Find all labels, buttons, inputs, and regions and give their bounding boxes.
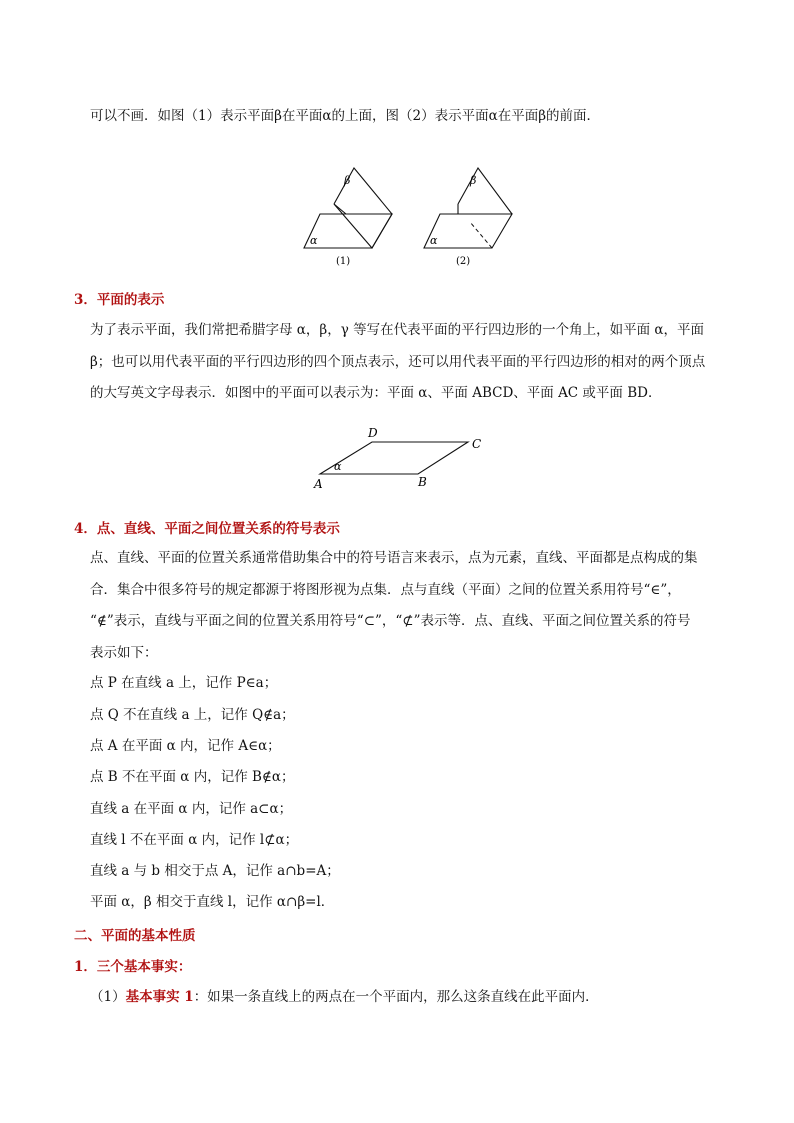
parallelogram-abcd-diagram	[306, 420, 496, 492]
figure-2-caption: (2)	[456, 256, 471, 267]
section-4-heading: 4．点、直线、平面之间位置关系的符号表示	[74, 521, 340, 537]
plane-alpha-label: α	[334, 460, 342, 473]
symbol-item: 直线 l 不在平面 α 内，记作 l⊄α；	[90, 832, 299, 848]
figure-2-beta-label: β	[470, 174, 477, 187]
section-3-line-1: 为了表示平面，我们常把希腊字母 α，β，γ 等写在代表平面的平行四边形的一个角上，如平面 α，平面	[90, 322, 704, 338]
basic-fact-1-prefix: （1）	[90, 989, 126, 1005]
symbol-item: 点 Q 不在直线 a 上，记作 Q∉a；	[90, 707, 295, 723]
part-2-heading: 二、平面的基本性质	[74, 928, 196, 944]
symbol-item: 点 P 在直线 a 上，记作 P∈a；	[90, 675, 278, 691]
figure-abcd	[306, 420, 496, 492]
figure-1	[296, 158, 406, 270]
figure-2-diagram	[420, 158, 530, 270]
section-4-line-1: 点、直线、平面的位置关系通常借助集合中的符号语言来表示，点为元素，直线、平面都是点构成的集	[90, 550, 698, 566]
figure-1-diagram	[296, 158, 406, 270]
figure-2	[420, 158, 530, 270]
figure-1-beta-label: β	[344, 174, 351, 187]
symbol-item: 平面 α，β 相交于直线 l，记作 α∩β=l．	[90, 894, 335, 910]
basic-fact-1-text: ：如果一条直线上的两点在一个平面内，那么这条直线在此平面内．	[193, 989, 599, 1005]
symbol-item: 点 B 不在平面 α 内，记作 B∉α；	[90, 769, 295, 785]
figure-2-alpha-label: α	[430, 234, 438, 247]
basic-fact-1	[90, 987, 599, 1007]
section-4-line-3: “∉”表示，直线与平面之间的位置关系用符号“⊂”，“⊄”表示等．点、直线、平面之间位置关系的符号	[90, 613, 691, 629]
section-3-heading: 3．平面的表示	[74, 292, 165, 308]
symbol-item: 直线 a 与 b 相交于点 A，记作 a∩b=A；	[90, 863, 340, 879]
vertex-b-label: B	[418, 475, 427, 489]
basic-fact-1-label: 基本事实 1	[125, 989, 194, 1005]
intro-line: 可以不画．如图（1）表示平面β在平面α的上面，图（2）表示平面α在平面β的前面．	[90, 108, 601, 124]
section-4-line-2: 合．集合中很多符号的规定都源于将图形视为点集．点与直线（平面）之间的位置关系用符号“∈”，	[90, 582, 681, 598]
vertex-c-label: C	[472, 437, 482, 451]
section-3-line-2: β；也可以用代表平面的平行四边形的四个顶点表示，还可以用代表平面的平行四边形的相对的两个顶点	[90, 354, 706, 370]
figure-1-alpha-label: α	[310, 234, 318, 247]
basic-facts-heading: 1．三个基本事实：	[74, 959, 192, 975]
vertex-d-label: D	[368, 426, 378, 440]
figure-1-caption: (1)	[336, 256, 351, 267]
symbol-item: 点 A 在平面 α 内，记作 A∈α；	[90, 738, 281, 754]
section-4-line-4: 表示如下：	[90, 645, 158, 661]
section-3-line-3: 的大写英文字母表示．如图中的平面可以表示为：平面 α、平面 ABCD、平面 AC 或平面 BD．	[90, 385, 662, 401]
symbol-item: 直线 a 在平面 α 内，记作 a⊂α；	[90, 801, 293, 817]
vertex-a-label: A	[314, 477, 323, 491]
